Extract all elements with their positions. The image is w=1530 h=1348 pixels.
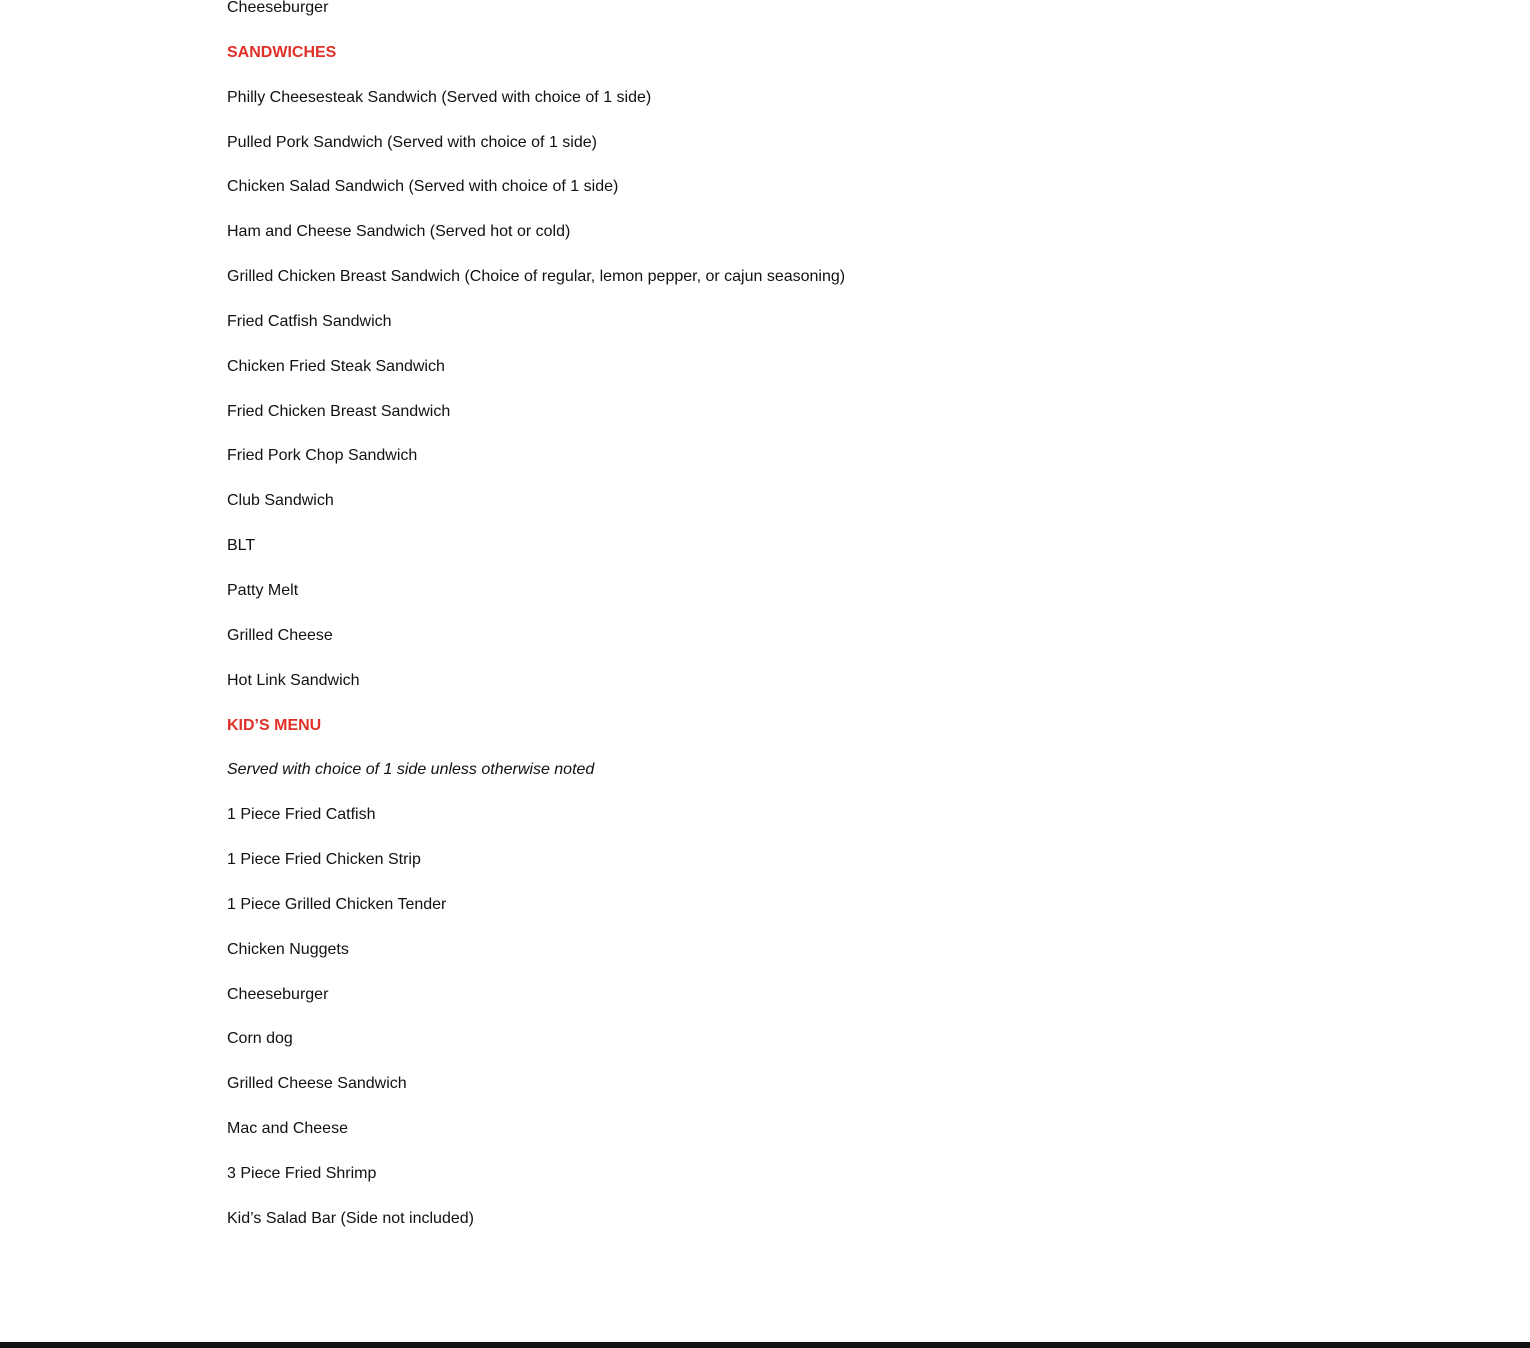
menu-item: Philly Cheesesteak Sandwich (Served with choice of 1 side) (227, 88, 652, 106)
menu-item: Patty Melt (227, 581, 299, 599)
menu-item: Fried Chicken Breast Sandwich (227, 402, 451, 420)
menu-item: Club Sandwich (227, 492, 334, 510)
menu-item: Grilled Chicken Breast Sandwich (Choice of regular, lemon pepper, or cajun seasoning) (227, 268, 846, 286)
menu-item: Fried Catfish Sandwich (227, 312, 392, 330)
section-heading-sandwiches: SANDWICHES (227, 43, 337, 61)
menu-item: 1 Piece Fried Chicken Strip (227, 851, 421, 869)
menu-item: Chicken Nuggets (227, 940, 349, 958)
footer-bar (0, 1342, 1530, 1348)
menu-item: BLT (227, 537, 256, 555)
menu-item: Hot Link Sandwich (227, 671, 360, 689)
menu-item: Chicken Fried Steak Sandwich (227, 357, 445, 375)
menu-item: Cheeseburger (227, 985, 329, 1003)
menu-item: Corn dog (227, 1030, 293, 1048)
menu-item: Fried Pork Chop Sandwich (227, 447, 418, 465)
menu-item: Mac and Cheese (227, 1120, 348, 1138)
section-note: Served with choice of 1 side unless otherwise noted (227, 761, 595, 779)
menu-item: 1 Piece Fried Catfish (227, 806, 376, 824)
menu-item: Chicken Salad Sandwich (Served with choice of 1 side) (227, 178, 619, 196)
menu-item: Kid’s Salad Bar (Side not included) (227, 1209, 474, 1227)
menu-content (227, 0, 1227, 1254)
menu-item: 3 Piece Fried Shrimp (227, 1164, 377, 1182)
menu-item: Cheeseburger (227, 0, 329, 16)
menu-item: Grilled Cheese Sandwich (227, 1075, 407, 1093)
menu-item: 1 Piece Grilled Chicken Tender (227, 895, 447, 913)
menu-item: Grilled Cheese (227, 626, 333, 644)
menu-item: Pulled Pork Sandwich (Served with choice of 1 side) (227, 133, 597, 151)
section-heading-kids-menu: KID’S MENU (227, 716, 322, 734)
menu-item: Ham and Cheese Sandwich (Served hot or cold) (227, 223, 571, 241)
